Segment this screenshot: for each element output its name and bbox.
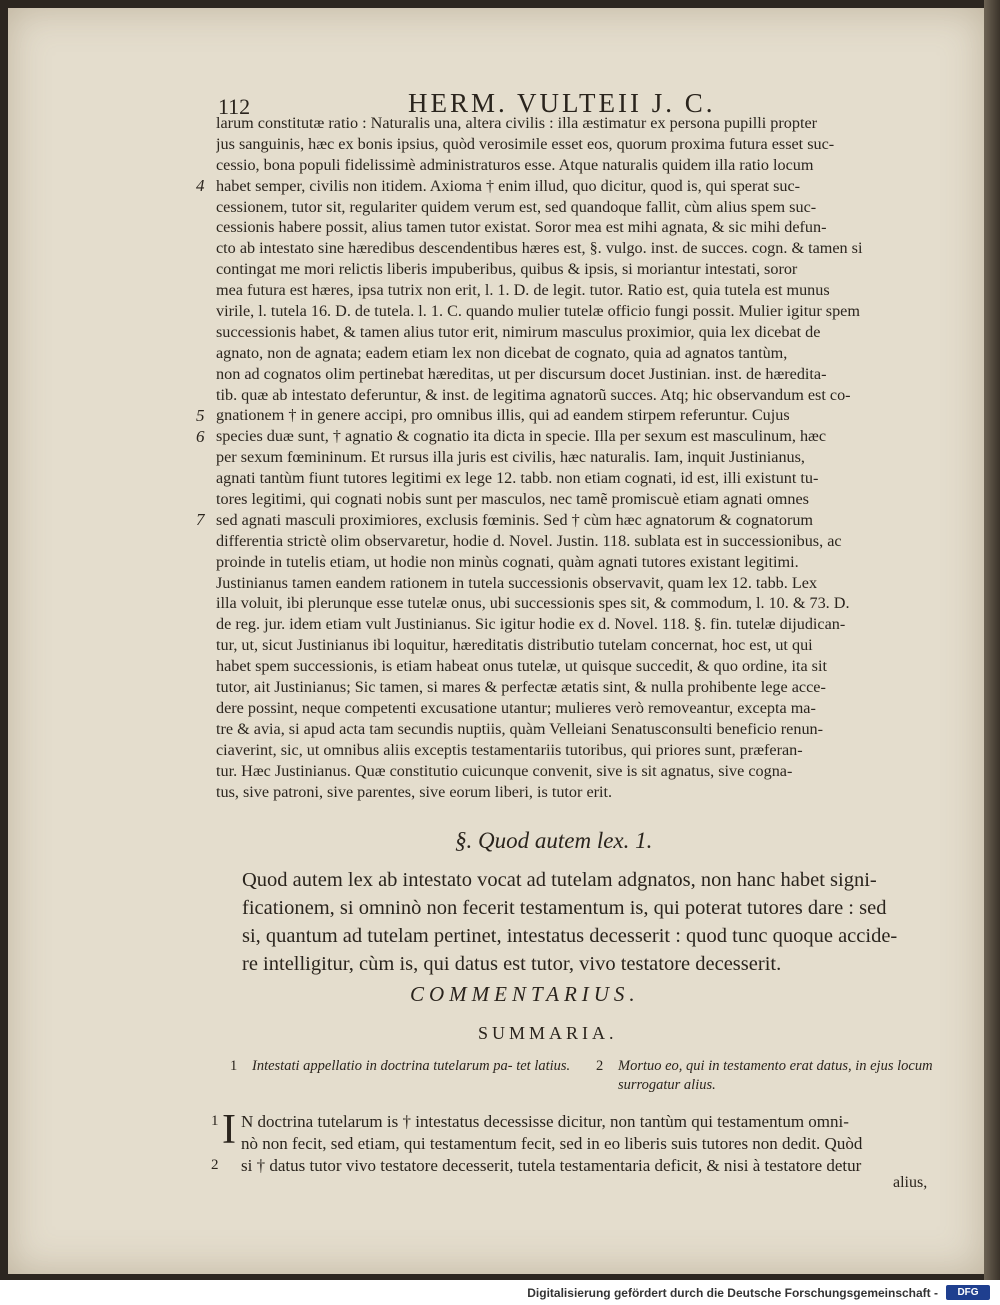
text-line: tur. Hæc Justinianus. Quæ constitutio cuicunque convenit, sive is sit agnatus, sive cogna-	[216, 761, 793, 780]
commentary-line: si † datus tutor vivo testatore decesserit, tutela testamentaria deficit, & nisi à testatore detur	[241, 1156, 862, 1175]
text-line: cessionem, tutor sit, regulariter quidem verum est, sed quandoque fallit, cùm alius spem suc-	[216, 197, 817, 216]
text-line: differentia strictè olim observaretur, hodie d. Novel. Justin. 118. sublata est in successionibus, ac	[216, 531, 842, 550]
text-line: habet spem successionis, is etiam habeat onus tutelæ, ut quisque succedit, & quo ordine, ita sit	[216, 657, 827, 676]
text-line: tre & avia, si apud acta tam secundis nuptiis, quàm Velleiani Senatusconsulti beneficio renun-	[216, 719, 824, 738]
page-edge	[984, 0, 1000, 1280]
section-line: ficationem, si omninò non fecerit testamentum is, qui poterat tutores dare : sed	[242, 897, 887, 919]
margin-number: 6	[196, 426, 205, 446]
text-line: de reg. jur. idem etiam vult Justinianus. Sic igitur hodie ex d. Novel. 118. §. fin. tutelæ dijudican-	[216, 615, 846, 634]
text-line: agnati tantùm fiunt tutores legitimi ex lege 12. tabb. non etiam cognati, id est, illi existunt tu-	[216, 469, 819, 488]
summary-item-1	[230, 1057, 572, 1076]
text-line: cessionis habere possit, alius tamen tutor existat. Soror mea est mihi agnata, & sic mihi defun-	[216, 218, 827, 237]
margin-number: 1	[211, 1113, 219, 1129]
page-number: 112	[218, 94, 251, 119]
text-line: Justinianus tamen eandem rationem in tutela successionis observavit, quam lex 12. tabb. Lex	[216, 573, 818, 592]
text-line: proinde in tutelis etiam, ut hodie non minùs cognati, quàm agnati tutores existant legitimi.	[216, 552, 799, 571]
text-line: tur, ut, sicut Justinianus ibi loquitur, hæreditatis distributio tutelam concernat, hoc est, ut qui	[216, 636, 813, 655]
text-line: illa voluit, ibi plerunque esse tutelæ onus, ubi successionis spes sit, & commodum, l. 10. & 73. D.	[216, 594, 850, 613]
footer-bar	[0, 1280, 1000, 1305]
section-line: Quod autem lex ab intestato vocat ad tutelam adgnatos, non hanc habet signi-	[242, 869, 877, 891]
section-line: si, quantum ad tutelam pertinet, intestatus decesserit : quod tunc quoque accide-	[242, 925, 898, 947]
text-line: contingat me mori relictis liberis impuberibus, quibus & ipsis, si moriantur intestati, soror	[216, 260, 798, 279]
text-line: virile, l. tutela 16. D. de tutela. l. 1. C. quando mulier tutelæ officio fungi possit. Mulier igitur spem	[216, 302, 860, 321]
text-line: larum constitutæ ratio : Naturalis una, altera civilis : illa æstimatur ex persona pupilli propter	[216, 114, 818, 132]
summary-item-2	[596, 1057, 938, 1095]
catchword: alius,	[893, 1174, 928, 1191]
commentary-text	[241, 1111, 941, 1177]
text-line: species duæ sunt, † agnatio & cognatio ita dicta in specie. Illa per sexum est masculinum, hæc	[216, 427, 827, 446]
section-line: re intelligitur, cùm is, qui datus est tutor, vivo testatore decesserit.	[242, 953, 782, 975]
summaria-title: SUMMARIA.	[478, 1023, 618, 1043]
drop-cap: I	[222, 1107, 236, 1153]
text-line: habet semper, civilis non itidem. Axioma † enim illud, quo dicitur, quod is, qui sperat suc-	[216, 176, 801, 195]
margin-number: 7	[196, 510, 205, 530]
text-line: tus, sive patroni, sive parentes, sive eorum liberi, is tutor erit.	[216, 782, 613, 801]
margin-number: 2	[211, 1157, 219, 1173]
margin-number: 5	[196, 405, 205, 425]
text-line: tores legitimi, qui cognati nobis sunt per masculos, nec tamẽ promiscuè etiam agnati omnes	[216, 490, 809, 509]
commentary-line: nò non fecit, sed etiam, qui testamentum fecit, sed in eo liberis suis tutores non dedit. Quòd	[241, 1134, 863, 1153]
margin-number: 4	[196, 175, 205, 195]
body-text	[216, 113, 932, 802]
text-line: mea futura est hæres, ipsa tutrix non erit, l. 1. D. de legit. tutor. Ratio est, quia tutela est munus	[216, 281, 830, 300]
commentary-title: COMMENTARIUS.	[410, 982, 640, 1006]
text-line: per sexum fœmininum. Et rursus illa juris est civilis, hæc naturalis. Iam, inquit Justinianus,	[216, 448, 805, 467]
text-line: sed agnati masculi proximiores, exclusis fœminis. Sed † cùm hæc agnatorum & cognatorum	[216, 510, 814, 529]
text-line: non ad cognatos olim pertinebat hæreditas, ut per discursum docet Justinian. inst. de hæredita-	[216, 364, 827, 383]
running-head: HERM. VULTEII J. C.	[408, 88, 716, 118]
text-line: dere possint, neque competenti excusatione utantur; mulieres verò removeantur, excepta ma-	[216, 698, 816, 717]
text-line: agnato, non de agnata; eadem etiam lex non dicebat de cognato, quia ad agnatos tantùm,	[216, 343, 788, 362]
summary-text: Intestati appellatio in doctrina tutelarum pa- tet latius.	[252, 1058, 571, 1074]
section-heading: §. Quod autem lex. 1.	[455, 828, 653, 853]
text-line: ciaverint, sic, ut omnibus aliis exceptis testamentariis tutoribus, qui priores sunt, præferan-	[216, 740, 803, 759]
commentary-line: N doctrina tutelarum is † intestatus decessisse dicitur, non tantùm qui testamentum omni-	[241, 1112, 849, 1131]
text-line: tutor, ait Justinianus; Sic tamen, si mares & perfectæ ætatis sint, & nulla prohibente lege acce-	[216, 678, 826, 697]
text-line: jus sanguinis, hæc ex bonis ipsius, quòd verosimile esset eos, quorum proxima futura esset suc-	[216, 134, 835, 153]
text-line: cessio, bona populi fidelissimè administraturos esse. Atque naturalis quidem illa ratio locum	[216, 155, 814, 174]
section-text	[242, 866, 942, 978]
summary-number: 2	[596, 1058, 604, 1074]
text-line: cto ab intestato sine hæredibus descendentibus hæres est, §. vulgo. inst. de succes. cogn. & tamen si	[216, 239, 863, 258]
text-line: gnationem † in genere accipi, pro omnibus illis, qui ad eandem stirpem referuntur. Cujus	[216, 406, 790, 425]
summary-number: 1	[230, 1058, 238, 1074]
text-line: tib. quæ ab intestato deferuntur, & inst. de legitima agnatorũ succes. Atq; hic observandum est co-	[216, 385, 851, 404]
dfg-logo: DFG	[946, 1285, 990, 1300]
summary-text: Mortuo eo, qui in testamento erat datus, in ejus locum surrogatur alius.	[618, 1058, 933, 1093]
text-line: successionis habet, & tamen alius tutor erit, nimirum masculus proximior, quia lex dicebat de	[216, 322, 821, 341]
footer-credit: Digitalisierung gefördert durch die Deutsche Forschungsgemeinschaft -	[527, 1286, 938, 1300]
